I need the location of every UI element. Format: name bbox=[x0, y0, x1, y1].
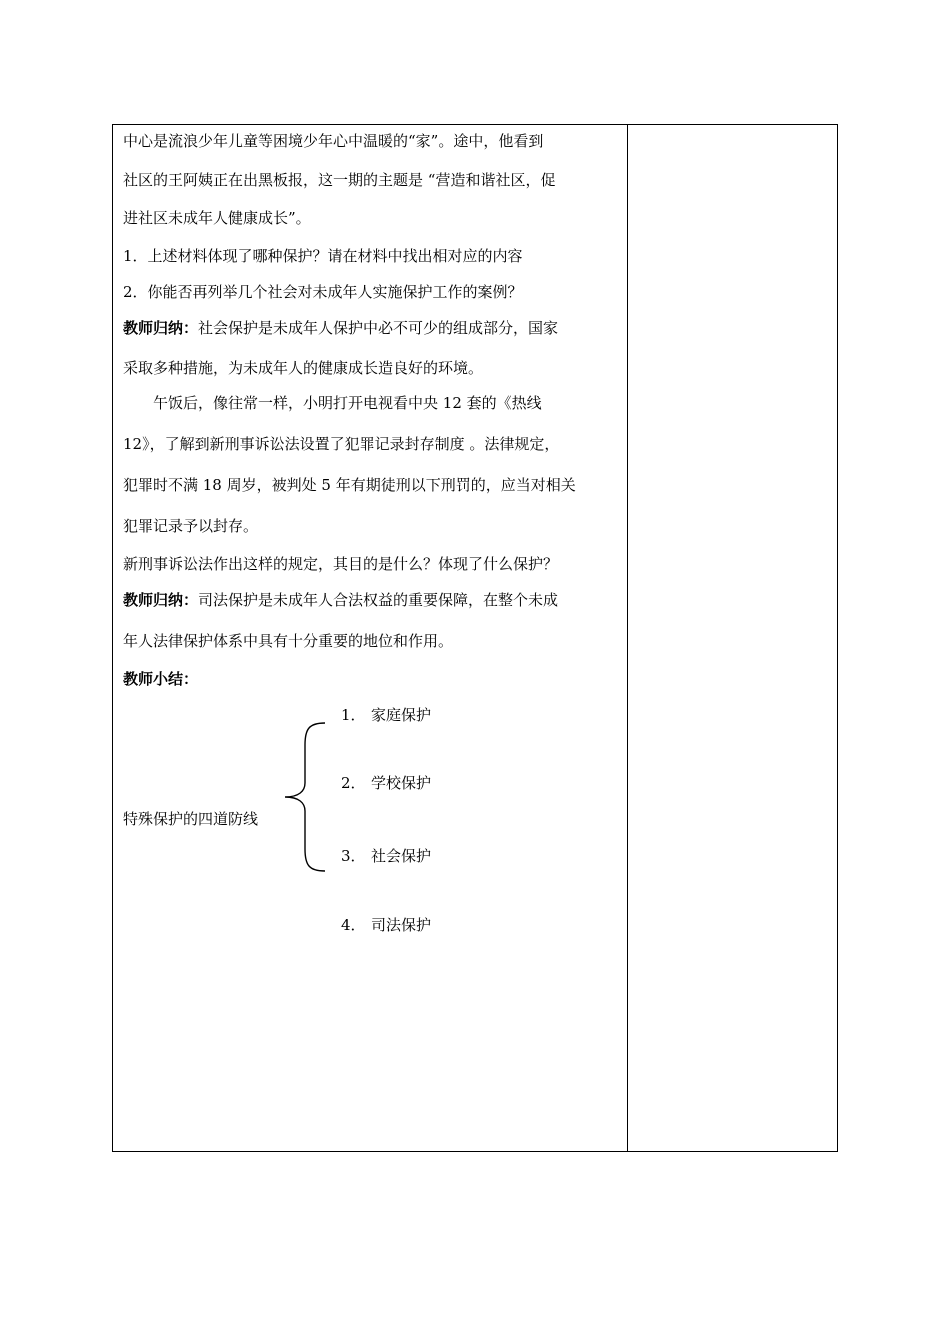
branch-number: 1． bbox=[341, 706, 366, 724]
paragraph-line: 社区的王阿姨正在出黑板报，这一期的主题是 “营造和谐社区，促 bbox=[123, 171, 556, 189]
paragraph-line: 犯罪记录予以封存。 bbox=[123, 517, 259, 535]
branch-number: 2． bbox=[341, 774, 366, 792]
question-1: 1．上述材料体现了哪种保护？请在材料中找出相对应的内容 bbox=[123, 247, 523, 265]
question-2: 2．你能否再列举几个社会对未成年人实施保护工作的案例？ bbox=[123, 283, 523, 301]
paragraph-line: 12》，了解到新刑事诉讼法设置了犯罪记录封存制度 。法律规定， bbox=[123, 435, 560, 453]
summary-text: 司法保护是未成年人合法权益的重要保障，在整个未成 bbox=[198, 591, 559, 609]
brace-diagram bbox=[113, 125, 627, 1151]
summary-label: 教师归纳： bbox=[123, 591, 199, 609]
branch-item bbox=[341, 773, 431, 793]
curly-brace-icon bbox=[281, 721, 331, 873]
paragraph-line: 中心是流浪少年儿童等困境少年心中温暖的“家”。途中，他看到 bbox=[123, 132, 544, 150]
conclusion-label: 教师小结： bbox=[123, 670, 199, 688]
paragraph-line: 进社区未成年人健康成长”。 bbox=[123, 209, 311, 227]
summary-label: 教师归纳： bbox=[123, 319, 199, 337]
branch-label: 社会保护 bbox=[371, 847, 432, 865]
branch-item bbox=[341, 846, 431, 866]
paragraph-line: 年人法律保护体系中具有十分重要的地位和作用。 bbox=[123, 632, 454, 650]
branch-number: 3． bbox=[341, 847, 366, 865]
branch-label: 学校保护 bbox=[371, 774, 432, 792]
branch-item bbox=[341, 915, 431, 935]
diagram-root-label: 特殊保护的四道防线 bbox=[123, 810, 259, 828]
branch-label: 司法保护 bbox=[371, 916, 432, 934]
paragraph-line: 采取多种措施，为未成年人的健康成长造良好的环境。 bbox=[123, 359, 484, 377]
branch-number: 4． bbox=[341, 916, 366, 934]
content-cell bbox=[113, 125, 627, 1151]
summary-text: 社会保护是未成年人保护中必不可少的组成部分，国家 bbox=[198, 319, 559, 337]
notes-cell bbox=[628, 125, 837, 1151]
lesson-table bbox=[112, 124, 838, 1152]
question-3: 新刑事诉讼法作出这样的规定，其目的是什么？体现了什么保护？ bbox=[123, 555, 559, 573]
paragraph-line: 午饭后，像往常一样，小明打开电视看中央 12 套的《热线 bbox=[153, 394, 542, 412]
paragraph-line: 犯罪时不满 18 周岁，被判处 5 年有期徒刑以下刑罚的，应当对相关 bbox=[123, 476, 576, 494]
branch-item bbox=[341, 705, 431, 725]
branch-label: 家庭保护 bbox=[371, 706, 432, 724]
